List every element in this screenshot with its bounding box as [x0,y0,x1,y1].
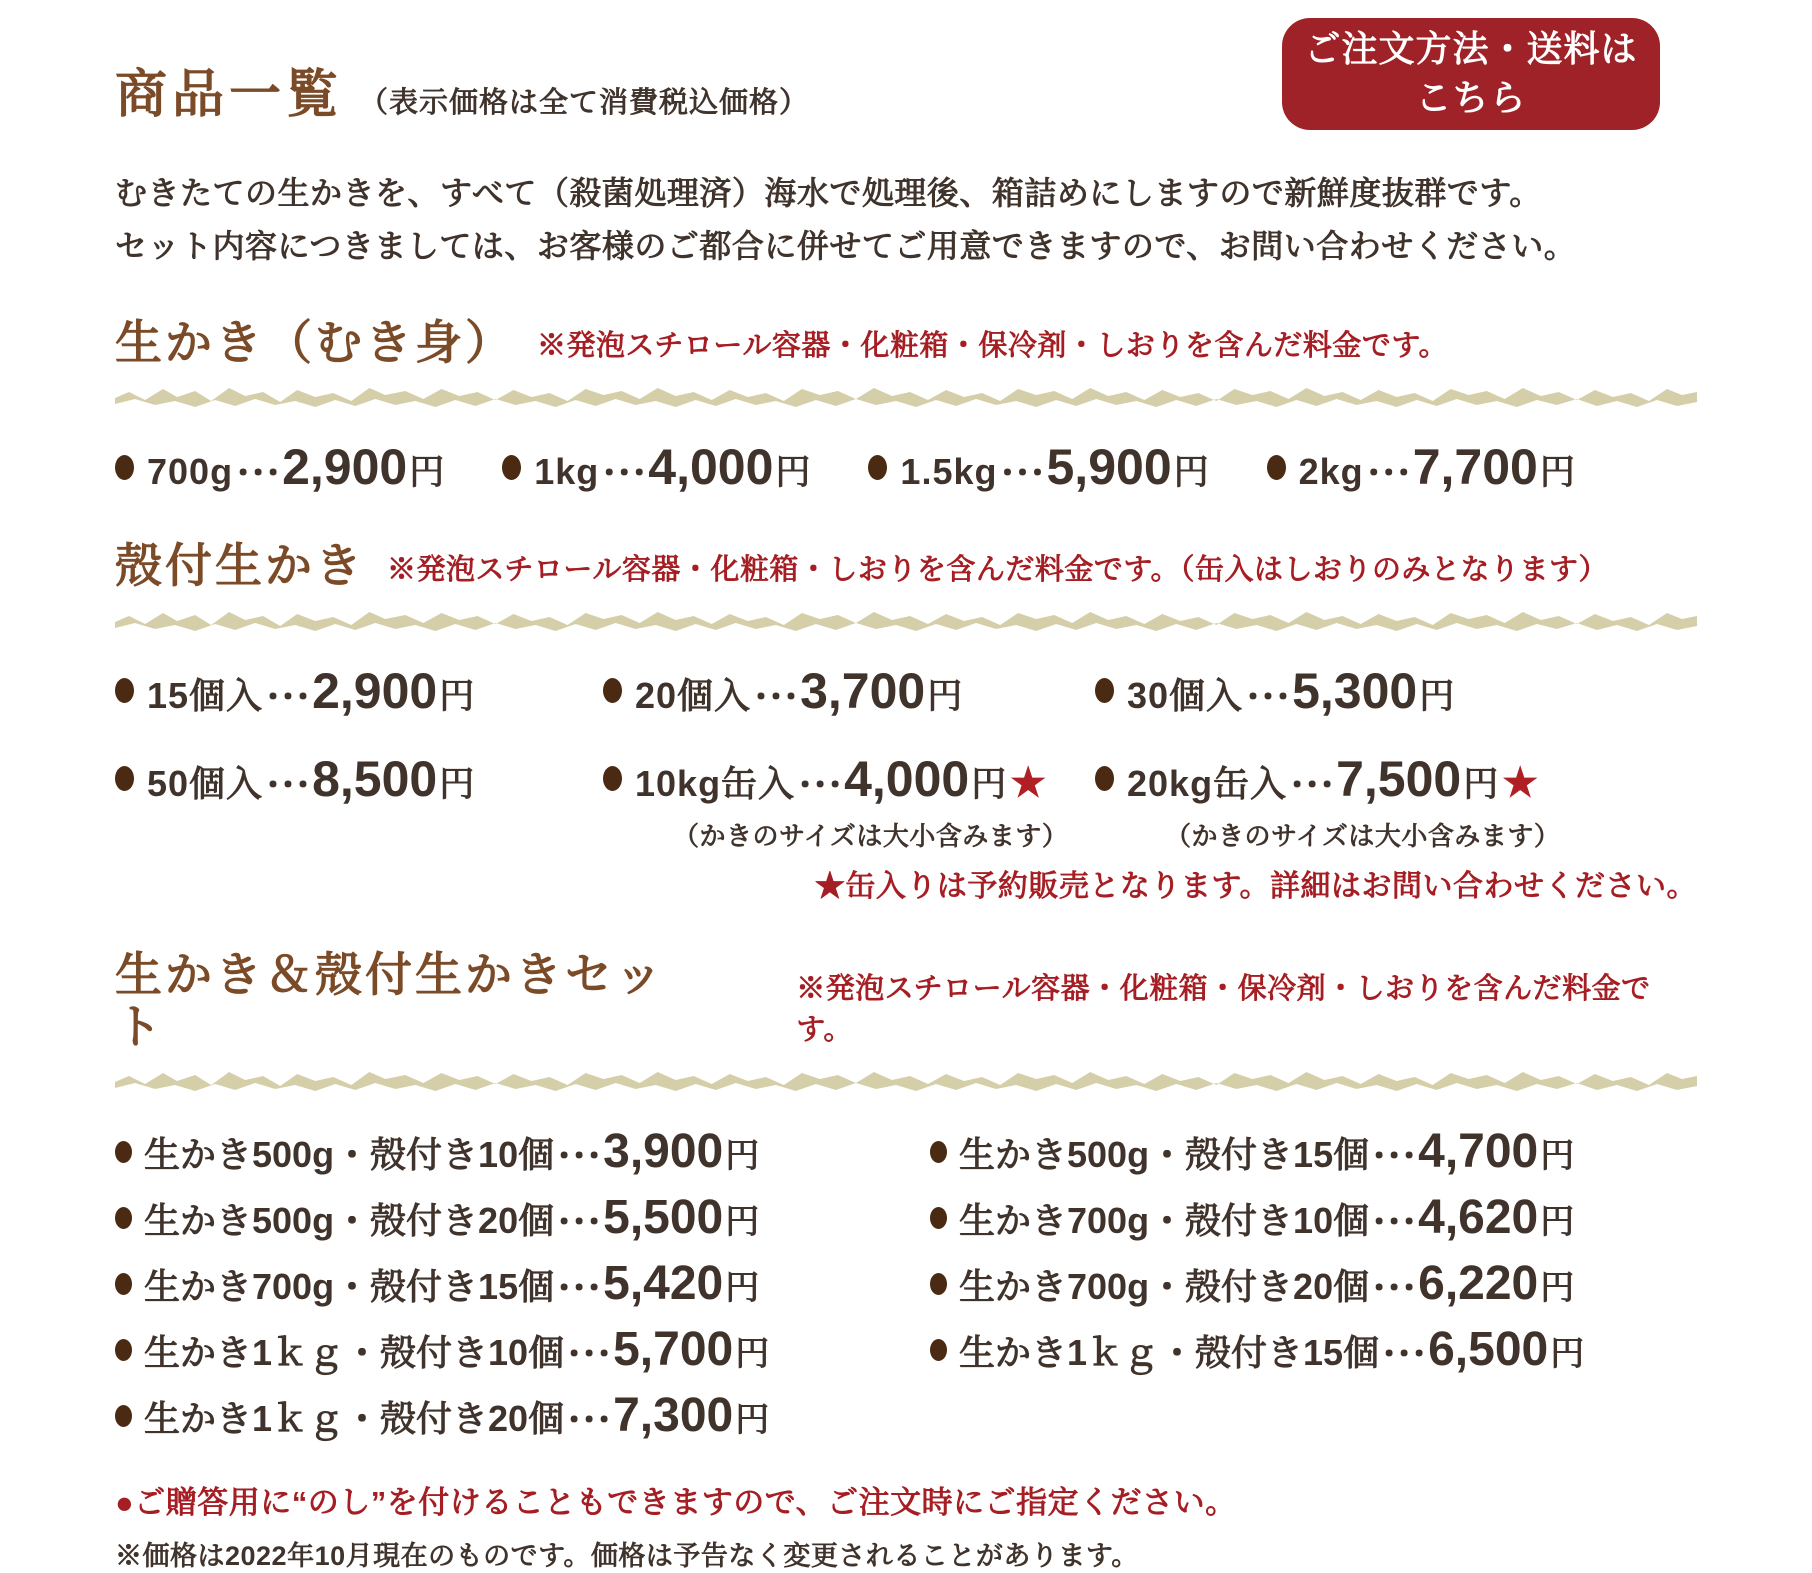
item-dots: ･･･ [556,1138,602,1175]
price-item [502,438,810,496]
item-label: 生かき500g・殻付き20個 [144,1200,555,1242]
bullet-icon [115,766,134,791]
item-dots: ･･･ [235,455,281,492]
item-dots: ･･･ [1371,1204,1417,1241]
item-label: 1kg [534,451,600,493]
item-dots: ･･･ [556,1270,602,1307]
set-column-right [930,1124,1584,1443]
section-set-note: ※発泡スチロール容器・化粧箱・保冷剤・しおりを含んだ料金です。 [796,973,1651,1047]
item-price: 7,500 [1336,750,1462,807]
bullet-icon [930,1339,947,1361]
section-set-title: 生かき＆殻付生かきセット [115,947,665,1053]
bullet-icon [603,766,622,791]
item-dots: ･･･ [265,678,311,715]
bullet-icon [603,678,622,703]
item-dots: ･･･ [1289,766,1335,803]
item-price: 4,700 [1418,1125,1539,1179]
item-dots: ･･･ [1381,1336,1427,1373]
bullet-icon [115,1207,132,1229]
item-price: 6,220 [1418,1257,1539,1311]
item-unit: 円 [1419,676,1455,716]
section-set-header [115,949,1697,1052]
price-item [115,1256,930,1311]
mukimi-price-row [115,438,1697,496]
item-price: 5,300 [1292,662,1418,719]
bullet-icon [930,1141,947,1163]
price-validity-note: ※価格は2022年10月現在のものです。価格は予告なく変更されることがあります。 [115,1541,1139,1572]
price-item [1095,662,1697,720]
item-unit: 円 [439,676,475,716]
bullet-icon [502,455,521,480]
item-dots: ･･･ [1245,678,1291,715]
price-item [115,1388,930,1443]
item-label: 20個入 [635,674,752,716]
intro-paragraph [115,167,1697,273]
item-dots: ･･･ [1365,455,1411,492]
price-item [115,1190,930,1245]
wavy-divider [115,1066,1697,1096]
wavy-divider [115,382,1697,412]
item-unit: 円 [1540,1203,1575,1242]
item-unit: 円 [971,764,1007,804]
item-unit: 円 [1463,764,1499,804]
price-item [1095,750,1697,808]
tax-included-note: （表示価格は全て消費税込価格） [359,87,810,119]
item-dots: ･･･ [1371,1138,1417,1175]
price-cell [603,750,1095,853]
karatsuki-price-row-1 [115,662,1697,720]
item-label: 10kg缶入 [635,762,796,804]
price-item [115,1124,930,1179]
order-shipping-button[interactable] [1282,18,1660,130]
bullet-icon [930,1207,947,1229]
price-cell [115,750,603,853]
bullet-icon [868,455,887,480]
bullet-icon [115,1141,132,1163]
item-unit: 円 [1550,1335,1585,1374]
bullet-icon [115,1339,132,1361]
item-label: 生かき1ｋｇ・殻付き20個 [144,1398,565,1440]
price-item [930,1124,1584,1179]
price-item [115,750,603,808]
item-dots: ･･･ [797,766,843,803]
item-unit: 円 [735,1335,770,1374]
item-label: 700g [147,451,234,493]
item-price: 2,900 [282,439,408,496]
item-unit: 円 [1173,453,1209,493]
item-label: 30個入 [1127,674,1244,716]
bullet-icon [1095,766,1114,791]
item-label: 生かき700g・殻付き10個 [959,1200,1370,1242]
item-dots: ･･･ [999,455,1045,492]
item-price: 7,700 [1412,439,1538,496]
wavy-divider [115,606,1697,636]
item-price: 8,500 [312,750,438,807]
item-dots: ･･･ [601,455,647,492]
section-mukimi-note: ※発泡スチロール容器・化粧箱・保冷剤・しおりを含んだ料金です。 [537,330,1449,363]
item-label: 20kg缶入 [1127,762,1288,804]
bullet-icon [930,1273,947,1295]
price-cell [1095,750,1697,853]
item-unit: 円 [725,1137,760,1176]
item-label: 生かき1ｋｇ・殻付き10個 [144,1332,565,1374]
item-dots: ･･･ [1371,1270,1417,1307]
section-mukimi-title: 生かき（むき身） [115,315,515,369]
item-unit: 円 [409,453,445,493]
section-mukimi-header [115,317,1697,369]
section-karatsuki-header [115,540,1697,592]
item-price: 5,900 [1046,439,1172,496]
section-karatsuki-title: 殻付生かき [115,539,365,593]
price-item [868,438,1208,496]
size-subnote: （かきのサイズは大小含みます） [673,820,1069,851]
star-icon: ★ [1010,760,1047,805]
price-item [115,438,444,496]
item-price: 6,500 [1428,1323,1549,1377]
price-item [115,662,603,720]
item-label: 2kg [1298,451,1364,493]
item-price: 4,000 [648,439,774,496]
bullet-icon [115,1273,132,1295]
item-price: 5,700 [613,1323,734,1377]
item-price: 3,900 [603,1125,724,1179]
item-label: 50個入 [147,762,264,804]
item-unit: 円 [735,1401,770,1440]
item-unit: 円 [775,453,811,493]
item-label: 生かき500g・殻付き10個 [144,1134,555,1176]
item-label: 生かき500g・殻付き15個 [959,1134,1370,1176]
size-subnote: （かきのサイズは大小含みます） [1165,820,1561,851]
item-label: 15個入 [147,674,264,716]
item-label: 1.5kg [900,451,998,493]
intro-line: むきたての生かきを、すべて（殺菌処理済）海水で処理後、箱詰めにしますので新鮮度抜群です。 [115,175,1542,211]
item-dots: ･･･ [265,766,311,803]
gift-wrapping-note: ●ご贈答用に“のし”を付けることもできますので、ご注文時にご指定ください。 [115,1485,1237,1521]
price-item [603,662,1095,720]
item-label: 生かき1ｋｇ・殻付き15個 [959,1332,1380,1374]
item-unit: 円 [927,676,963,716]
intro-line: セット内容につきましては、お客様のご都合に併せてご用意できますので、お問い合わせください。 [115,227,1577,264]
bullet-icon [115,455,134,480]
item-unit: 円 [1540,1137,1575,1176]
price-item [1267,438,1575,496]
bullet-icon [1095,678,1114,703]
item-price: 7,300 [613,1389,734,1443]
order-button-line2: こちら [1415,77,1527,118]
item-dots: ･･･ [753,678,799,715]
section-karatsuki-note: ※発泡スチロール容器・化粧箱・しおりを含んだ料金です。（缶入はしおりのみとなります） [387,553,1609,586]
price-item [115,1322,930,1377]
item-price: 4,000 [844,750,970,807]
item-dots: ･･･ [566,1336,612,1373]
bullet-icon [115,678,134,703]
price-item [930,1190,1584,1245]
price-item [930,1256,1584,1311]
item-price: 4,620 [1418,1191,1539,1245]
bullet-icon [1267,455,1286,480]
price-item [930,1322,1584,1377]
price-item [603,750,1095,808]
item-unit: 円 [725,1269,760,1308]
item-label: 生かき700g・殻付き20個 [959,1266,1370,1308]
item-price: 3,700 [800,662,926,719]
item-unit: 円 [439,764,475,804]
star-icon: ★ [1502,760,1539,805]
item-price: 5,500 [603,1191,724,1245]
item-price: 2,900 [312,662,438,719]
set-price-columns [115,1124,1697,1443]
page-title: 商品一覧 [115,66,344,124]
item-unit: 円 [725,1203,760,1242]
item-dots: ･･･ [556,1204,602,1241]
bullet-icon [115,1405,132,1427]
order-button-line1: ご注文方法・送料は [1304,28,1638,70]
item-label: 生かき700g・殻付き15個 [144,1266,555,1308]
item-dots: ･･･ [566,1402,612,1439]
set-column-left [115,1124,930,1443]
item-unit: 円 [1540,1269,1575,1308]
item-price: 5,420 [603,1257,724,1311]
item-unit: 円 [1539,453,1575,493]
canned-reservation-note: ★缶入りは予約販売となります。詳細はお問い合わせください。 [814,869,1697,903]
karatsuki-price-row-2 [115,750,1697,853]
